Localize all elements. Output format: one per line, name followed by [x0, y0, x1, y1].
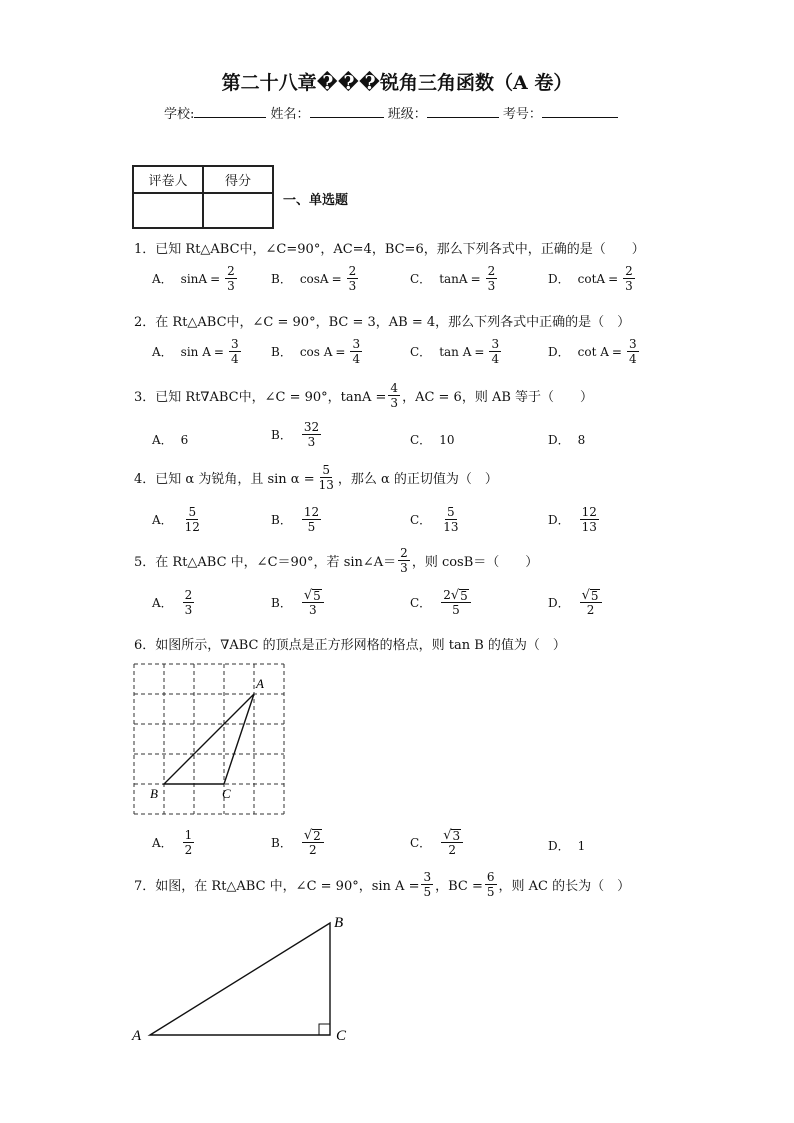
- fraction: $\frac{3}{4}$: [352, 337, 361, 366]
- fraction: $\frac{1}{2}$: [184, 828, 193, 857]
- fraction: √ 2 2: [302, 828, 324, 857]
- q1-option-b[interactable]: B． cosA = $\frac{2}{3}$: [271, 264, 357, 293]
- q5-pre: 5．在 Rt△ABC 中，∠C＝90°，若 sin∠A＝: [134, 555, 397, 570]
- fraction: $\frac{5}{13}$: [443, 505, 459, 534]
- q6-option-d[interactable]: [548, 837, 585, 854]
- fraction: $\frac{2}{3}$: [625, 264, 633, 293]
- fraction: √ 3 2: [441, 828, 463, 857]
- option-label: A．: [152, 513, 173, 527]
- option-label: D．: [548, 433, 570, 447]
- q6-option-a[interactable]: [152, 828, 196, 857]
- q2-option-c[interactable]: C． tan A = $\frac{3}{4}$: [410, 337, 500, 366]
- q1-option-a[interactable]: A． sinA = $\frac{2}{3}$: [152, 264, 235, 293]
- option-value: 8: [577, 432, 586, 447]
- fraction: $\frac{2}{3}$: [400, 546, 408, 575]
- option-label: C．: [410, 836, 432, 850]
- option-label: A．: [152, 345, 173, 359]
- q5-option-b[interactable]: [271, 588, 326, 617]
- class-blank[interactable]: [427, 105, 499, 118]
- option-label: A．: [152, 272, 173, 286]
- q5-option-d[interactable]: [548, 588, 604, 617]
- q7-post: ，则 AC 的长为（ ）: [498, 879, 631, 894]
- option-label: C．: [410, 345, 432, 359]
- q4-option-b[interactable]: [271, 505, 323, 534]
- grid-triangle-figure: [130, 660, 290, 818]
- question-7-text: [134, 870, 630, 899]
- function-name: tanA: [439, 271, 468, 286]
- school-blank[interactable]: [194, 105, 266, 118]
- option-value: 1: [577, 838, 586, 853]
- q3-option-c[interactable]: [410, 431, 454, 448]
- q5-post: ，则 cosB＝（ ）: [411, 555, 539, 570]
- student-info-line: [164, 103, 618, 122]
- sqrt-symbol: √ 5: [581, 588, 599, 603]
- fraction: $\frac{12}{13}$: [581, 505, 597, 534]
- option-label: A．: [152, 596, 173, 610]
- vertex-a-label: A: [132, 1028, 142, 1044]
- number-label: 考号：: [502, 107, 542, 122]
- fraction: $\frac{2}{3}$: [227, 264, 235, 293]
- fraction: $\frac{2}{3}$: [184, 588, 193, 617]
- fraction: $\frac{3}{4}$: [491, 337, 500, 366]
- option-label: B．: [271, 428, 292, 442]
- sqrt-symbol: √ 2: [303, 828, 321, 843]
- q3-option-a[interactable]: [152, 431, 188, 448]
- vertex-b-label: B: [334, 915, 344, 931]
- fraction: √ 5 2: [580, 588, 602, 617]
- q4-option-a[interactable]: [152, 505, 204, 534]
- section-heading: 一、单选题: [283, 193, 349, 208]
- option-label: B．: [271, 272, 292, 286]
- grader-header: 评卷人: [133, 166, 203, 193]
- q6-option-c[interactable]: [410, 828, 465, 857]
- function-name: cos A: [299, 344, 333, 359]
- number-blank[interactable]: [542, 105, 618, 118]
- function-name: sin A: [180, 344, 211, 359]
- function-name: cot A: [577, 344, 609, 359]
- q2-option-b[interactable]: B． cos A = $\frac{3}{4}$: [271, 337, 361, 366]
- q1-option-c[interactable]: C． tanA = $\frac{2}{3}$: [410, 264, 496, 293]
- option-value: 6: [180, 432, 189, 447]
- name-label: 姓名：: [270, 107, 310, 122]
- q3-post: ，AC = 6，则 AB 等于（ ）: [402, 390, 594, 405]
- function-name: sinA: [180, 271, 208, 286]
- triangle-abc: [164, 694, 254, 784]
- vertex-b-label: B: [150, 786, 158, 801]
- right-triangle-abc: [150, 923, 330, 1035]
- function-name: cotA: [577, 271, 606, 286]
- sqrt-symbol: √ 3: [443, 828, 461, 843]
- vertex-c-label: C: [336, 1028, 347, 1044]
- q3-option-d[interactable]: [548, 431, 585, 448]
- q7-pre: 7．如图，在 Rt△ABC 中，∠C = 90°，sin A =: [134, 879, 420, 894]
- page-title: 第二十八章���锐角三角函数（A 卷）: [221, 72, 573, 94]
- q4-post: ，那么 α 的正切值为（ ）: [337, 472, 498, 487]
- q7-mid: ，BC =: [435, 879, 483, 894]
- option-label: C．: [410, 513, 432, 527]
- vertex-a-label: A: [256, 676, 264, 691]
- option-label: B．: [271, 836, 292, 850]
- question-4-text: [134, 463, 498, 492]
- fraction: $\frac{2}{3}$: [348, 264, 357, 293]
- sqrt-symbol: √ 5: [303, 588, 321, 603]
- option-label: D．: [548, 596, 570, 610]
- fraction: √ 5 3: [302, 588, 324, 617]
- option-label: A．: [152, 836, 173, 850]
- fraction: $\frac{4}{3}$: [390, 381, 399, 410]
- right-angle-mark: [319, 1024, 330, 1035]
- school-label: 学校:: [164, 107, 195, 122]
- option-label: B．: [271, 513, 292, 527]
- q5-option-a[interactable]: [152, 588, 196, 617]
- question-2-text: 2．在 Rt△ABC中，∠C = 90°，BC = 3，AB = 4，那么下列各式中正确的是（ ）: [134, 315, 631, 330]
- class-label: 班级：: [387, 107, 427, 122]
- fraction: $\frac{6}{5}$: [486, 870, 495, 899]
- q3-option-b[interactable]: [271, 420, 323, 449]
- option-label: B．: [271, 596, 292, 610]
- fraction: $\frac{5}{12}$: [184, 505, 200, 534]
- fraction: $\frac{3}{5}$: [423, 870, 432, 899]
- option-label: C．: [410, 272, 432, 286]
- q3-pre: 3．已知 Rt∇ABC中，∠C = 90°，tanA =: [134, 390, 387, 405]
- question-1-text: 1．已知 Rt△ABC中，∠C=90°，AC=4，BC=6，那么下列各式中，正确的是（ ）: [134, 242, 645, 257]
- q6-option-b[interactable]: [271, 828, 326, 857]
- q1-option-d[interactable]: D． cotA = $\frac{2}{3}$: [548, 264, 633, 293]
- option-label: A．: [152, 433, 173, 447]
- name-blank[interactable]: [310, 105, 384, 118]
- fraction: $\frac{3}{4}$: [628, 337, 637, 366]
- score-cell[interactable]: [203, 193, 273, 228]
- q2-option-d[interactable]: D． cot A = $\frac{3}{4}$: [548, 337, 637, 366]
- option-label: D．: [548, 272, 570, 286]
- option-label: D．: [548, 513, 570, 527]
- question-5-text: [134, 546, 538, 575]
- sqrt-symbol: √ 5: [450, 588, 468, 603]
- fraction: $\frac{2}{3}$: [487, 264, 496, 293]
- option-label: B．: [271, 345, 292, 359]
- grade-table: [132, 165, 274, 229]
- option-label: D．: [548, 839, 570, 853]
- option-label: D．: [548, 345, 570, 359]
- question-3-text: [134, 381, 593, 410]
- q4-option-c[interactable]: [410, 505, 462, 534]
- fraction: 2 √ 5 5: [441, 588, 471, 617]
- q4-option-d[interactable]: [548, 505, 601, 534]
- fraction: $\frac{12}{5}$: [303, 505, 320, 534]
- vertex-c-label: C: [222, 786, 231, 801]
- function-name: cosA: [299, 271, 329, 286]
- right-triangle-figure: [128, 908, 358, 1048]
- grader-cell[interactable]: [133, 193, 203, 228]
- option-value: 10: [439, 432, 455, 447]
- function-name: tan A: [439, 344, 472, 359]
- q5-option-c[interactable]: [410, 588, 473, 617]
- score-header: 得分: [203, 166, 273, 193]
- question-6-text: 6．如图所示，∇ABC 的顶点是正方形网格的格点，则 tan B 的值为（ ）: [134, 638, 566, 653]
- fraction: $\frac{3}{4}$: [230, 337, 239, 366]
- option-label: C．: [410, 596, 432, 610]
- q4-pre: 4．已知 α 为锐角，且 sin α =: [134, 472, 315, 487]
- fraction: $\frac{5}{13}$: [318, 463, 334, 492]
- q2-option-a[interactable]: A． sin A = $\frac{3}{4}$: [152, 337, 239, 366]
- option-label: C．: [410, 433, 432, 447]
- fraction: $\frac{32}{3}$: [303, 420, 320, 449]
